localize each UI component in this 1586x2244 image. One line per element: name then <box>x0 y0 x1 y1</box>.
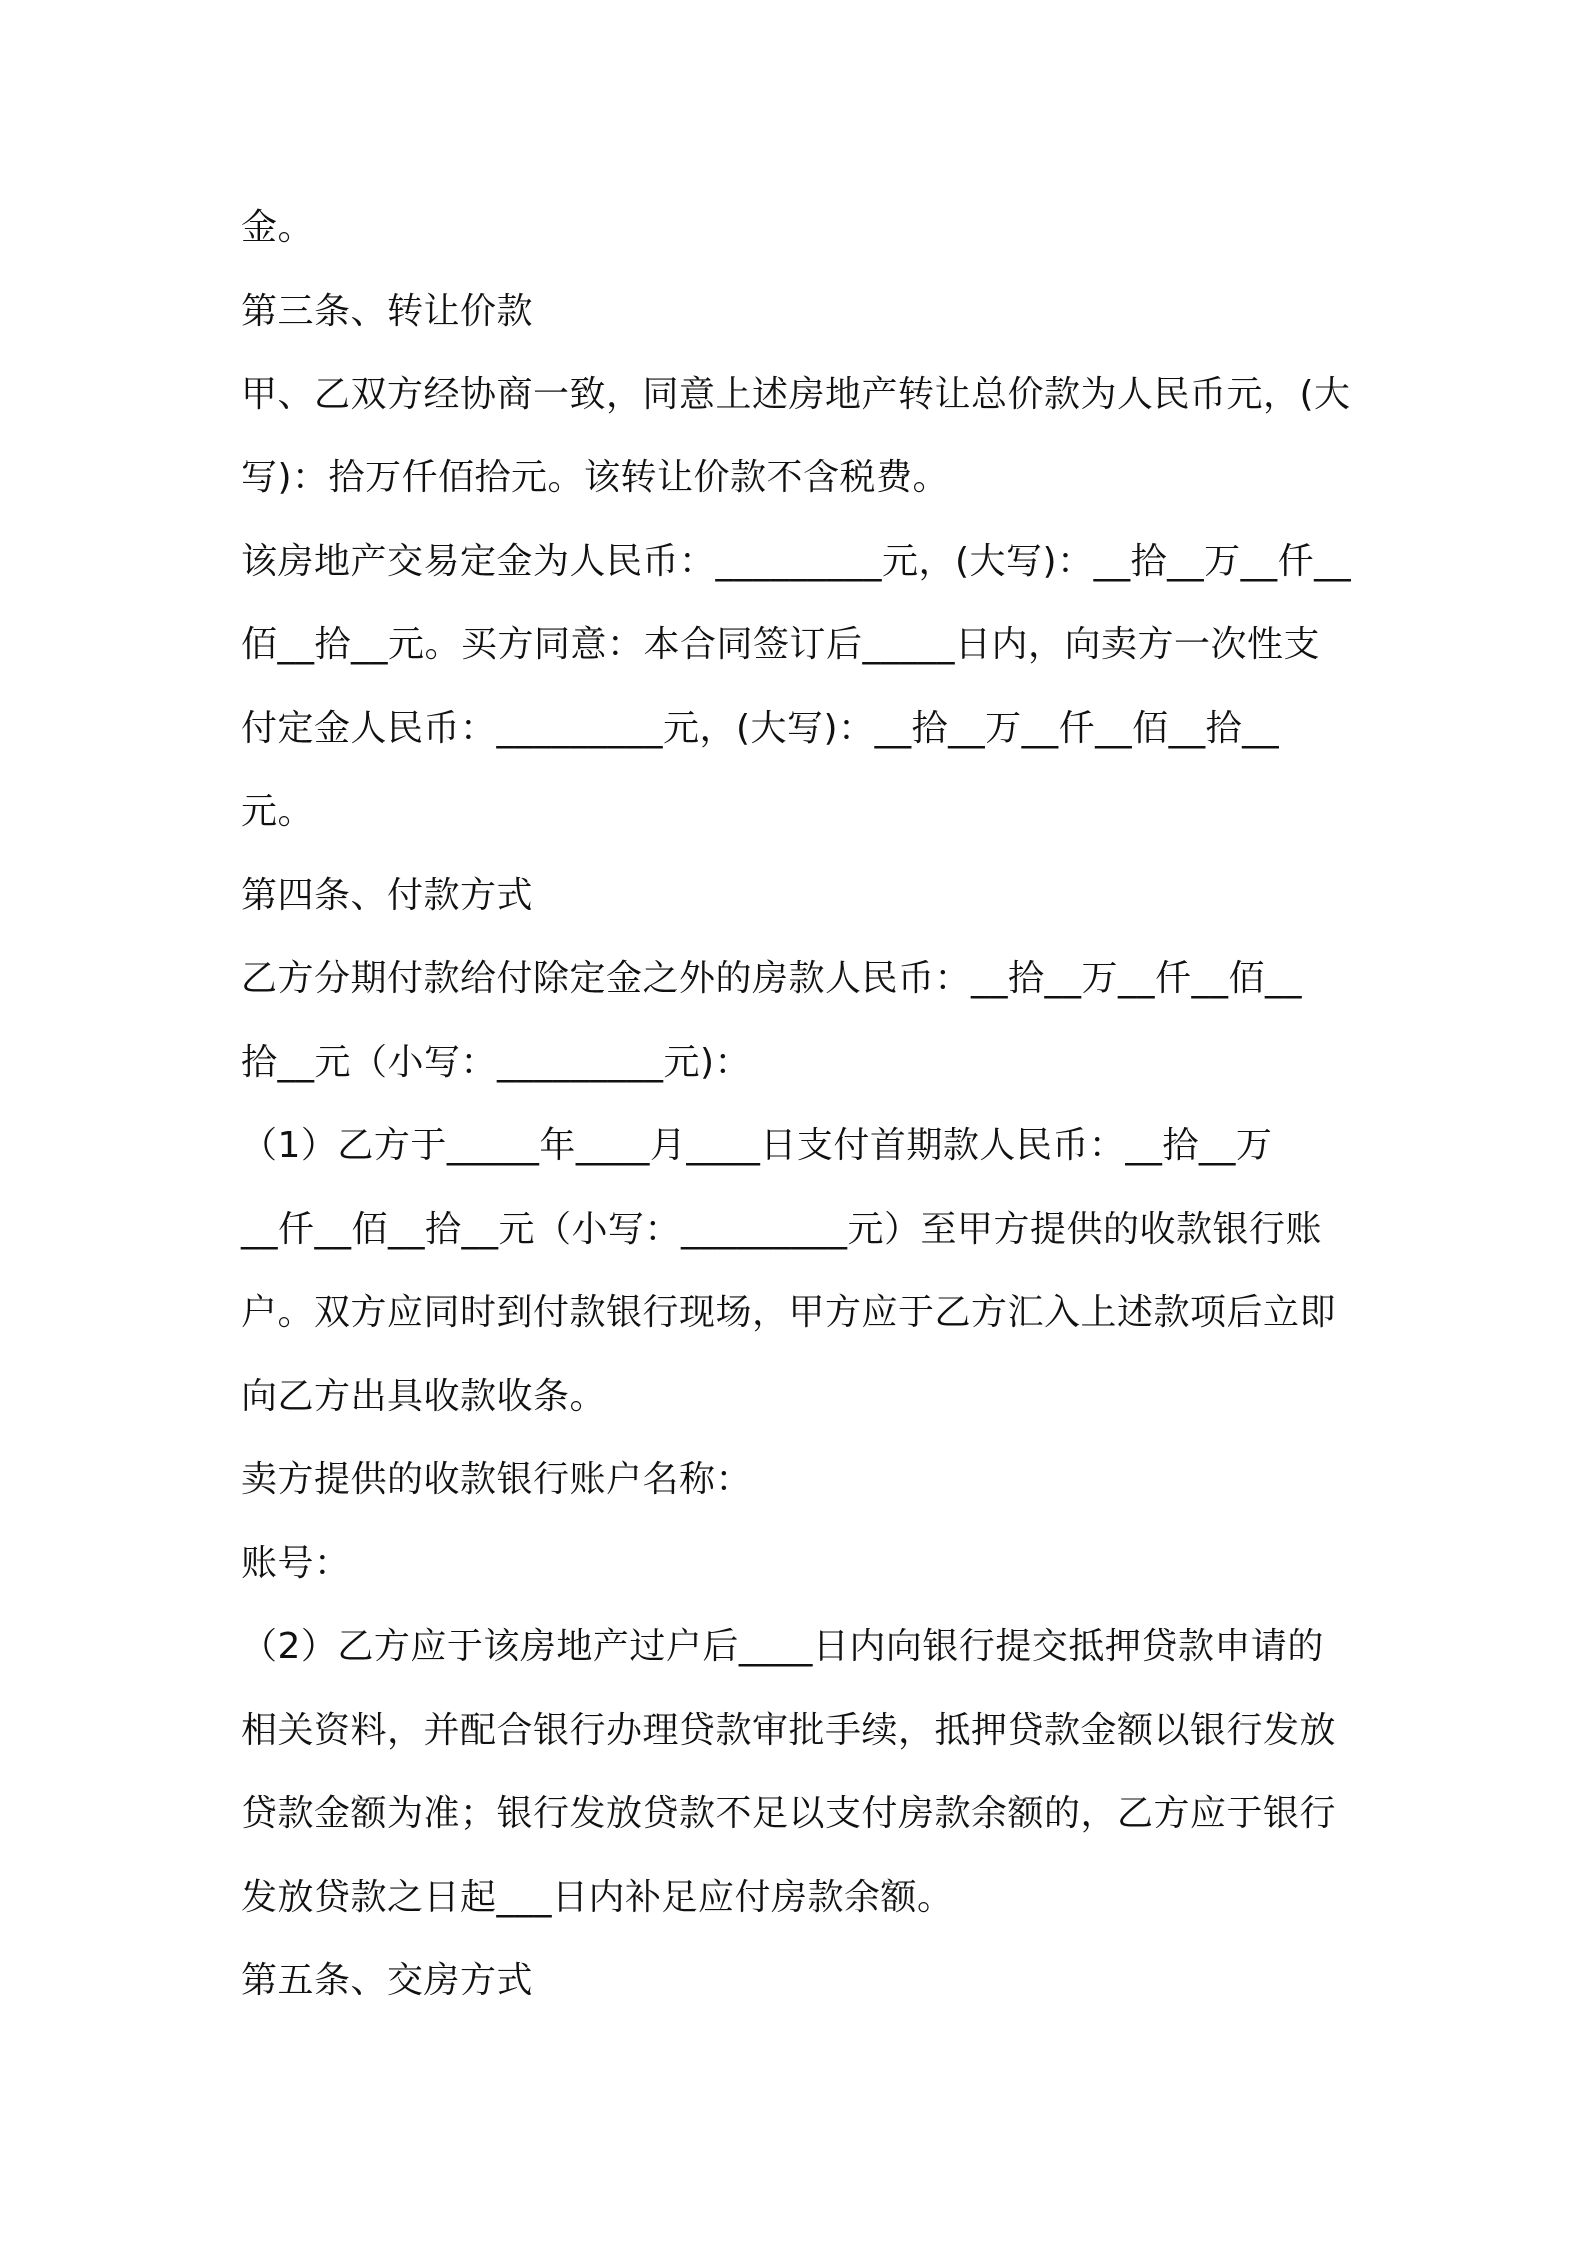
text-line: （2）乙方应于该房地产过户后____日内向银行提交抵押贷款申请的 <box>241 1626 1324 1667</box>
text-line: 甲、乙双方经协商一致，同意上述房地产转让总价款为人民币元，(大 <box>241 374 1351 415</box>
section-heading-article-4: 第四条、付款方式 <box>241 875 534 916</box>
text-line: 元。 <box>241 791 315 832</box>
text-line: 写)：拾万仟佰拾元。该转让价款不含税费。 <box>241 457 950 498</box>
text-line: 乙方分期付款给付除定金之外的房款人民币：__拾__万__仟__佰__ <box>241 958 1303 999</box>
text-line: （1）乙方于_____年____月____日支付首期款人民币：__拾__万 <box>241 1125 1273 1166</box>
text-line: 账号： <box>241 1543 351 1584</box>
text-line: 户。双方应同时到付款银行现场，甲方应于乙方汇入上述款项后立即 <box>241 1292 1337 1333</box>
text-line: 向乙方出具收款收条。 <box>241 1376 607 1417</box>
text-line: 相关资料，并配合银行办理贷款审批手续，抵押贷款金额以银行发放 <box>241 1710 1337 1751</box>
section-heading-article-3: 第三条、转让价款 <box>241 291 534 332</box>
section-heading-article-5: 第五条、交房方式 <box>241 1960 534 2001</box>
text-line: 付定金人民币：_________元，(大写)：__拾__万__仟__佰__拾__ <box>241 708 1280 749</box>
text-line: 卖方提供的收款银行账户名称： <box>241 1459 753 1500</box>
text-line: 该房地产交易定金为人民币：_________元，(大写)：__拾__万__仟__ <box>241 541 1352 582</box>
text-line: 拾__元（小写：_________元)： <box>241 1042 752 1083</box>
text-line: __仟__佰__拾__元（小写：_________元）至甲方提供的收款银行账 <box>241 1209 1323 1250</box>
text-line: 贷款金额为准；银行发放贷款不足以支付房款余额的，乙方应于银行 <box>241 1793 1337 1834</box>
text-line: 佰__拾__元。买方同意：本合同签订后_____日内，向卖方一次性支 <box>241 624 1321 665</box>
text-line: 发放贷款之日起___日内补足应付房款余额。 <box>241 1877 954 1918</box>
text-line: 金。 <box>241 207 315 248</box>
